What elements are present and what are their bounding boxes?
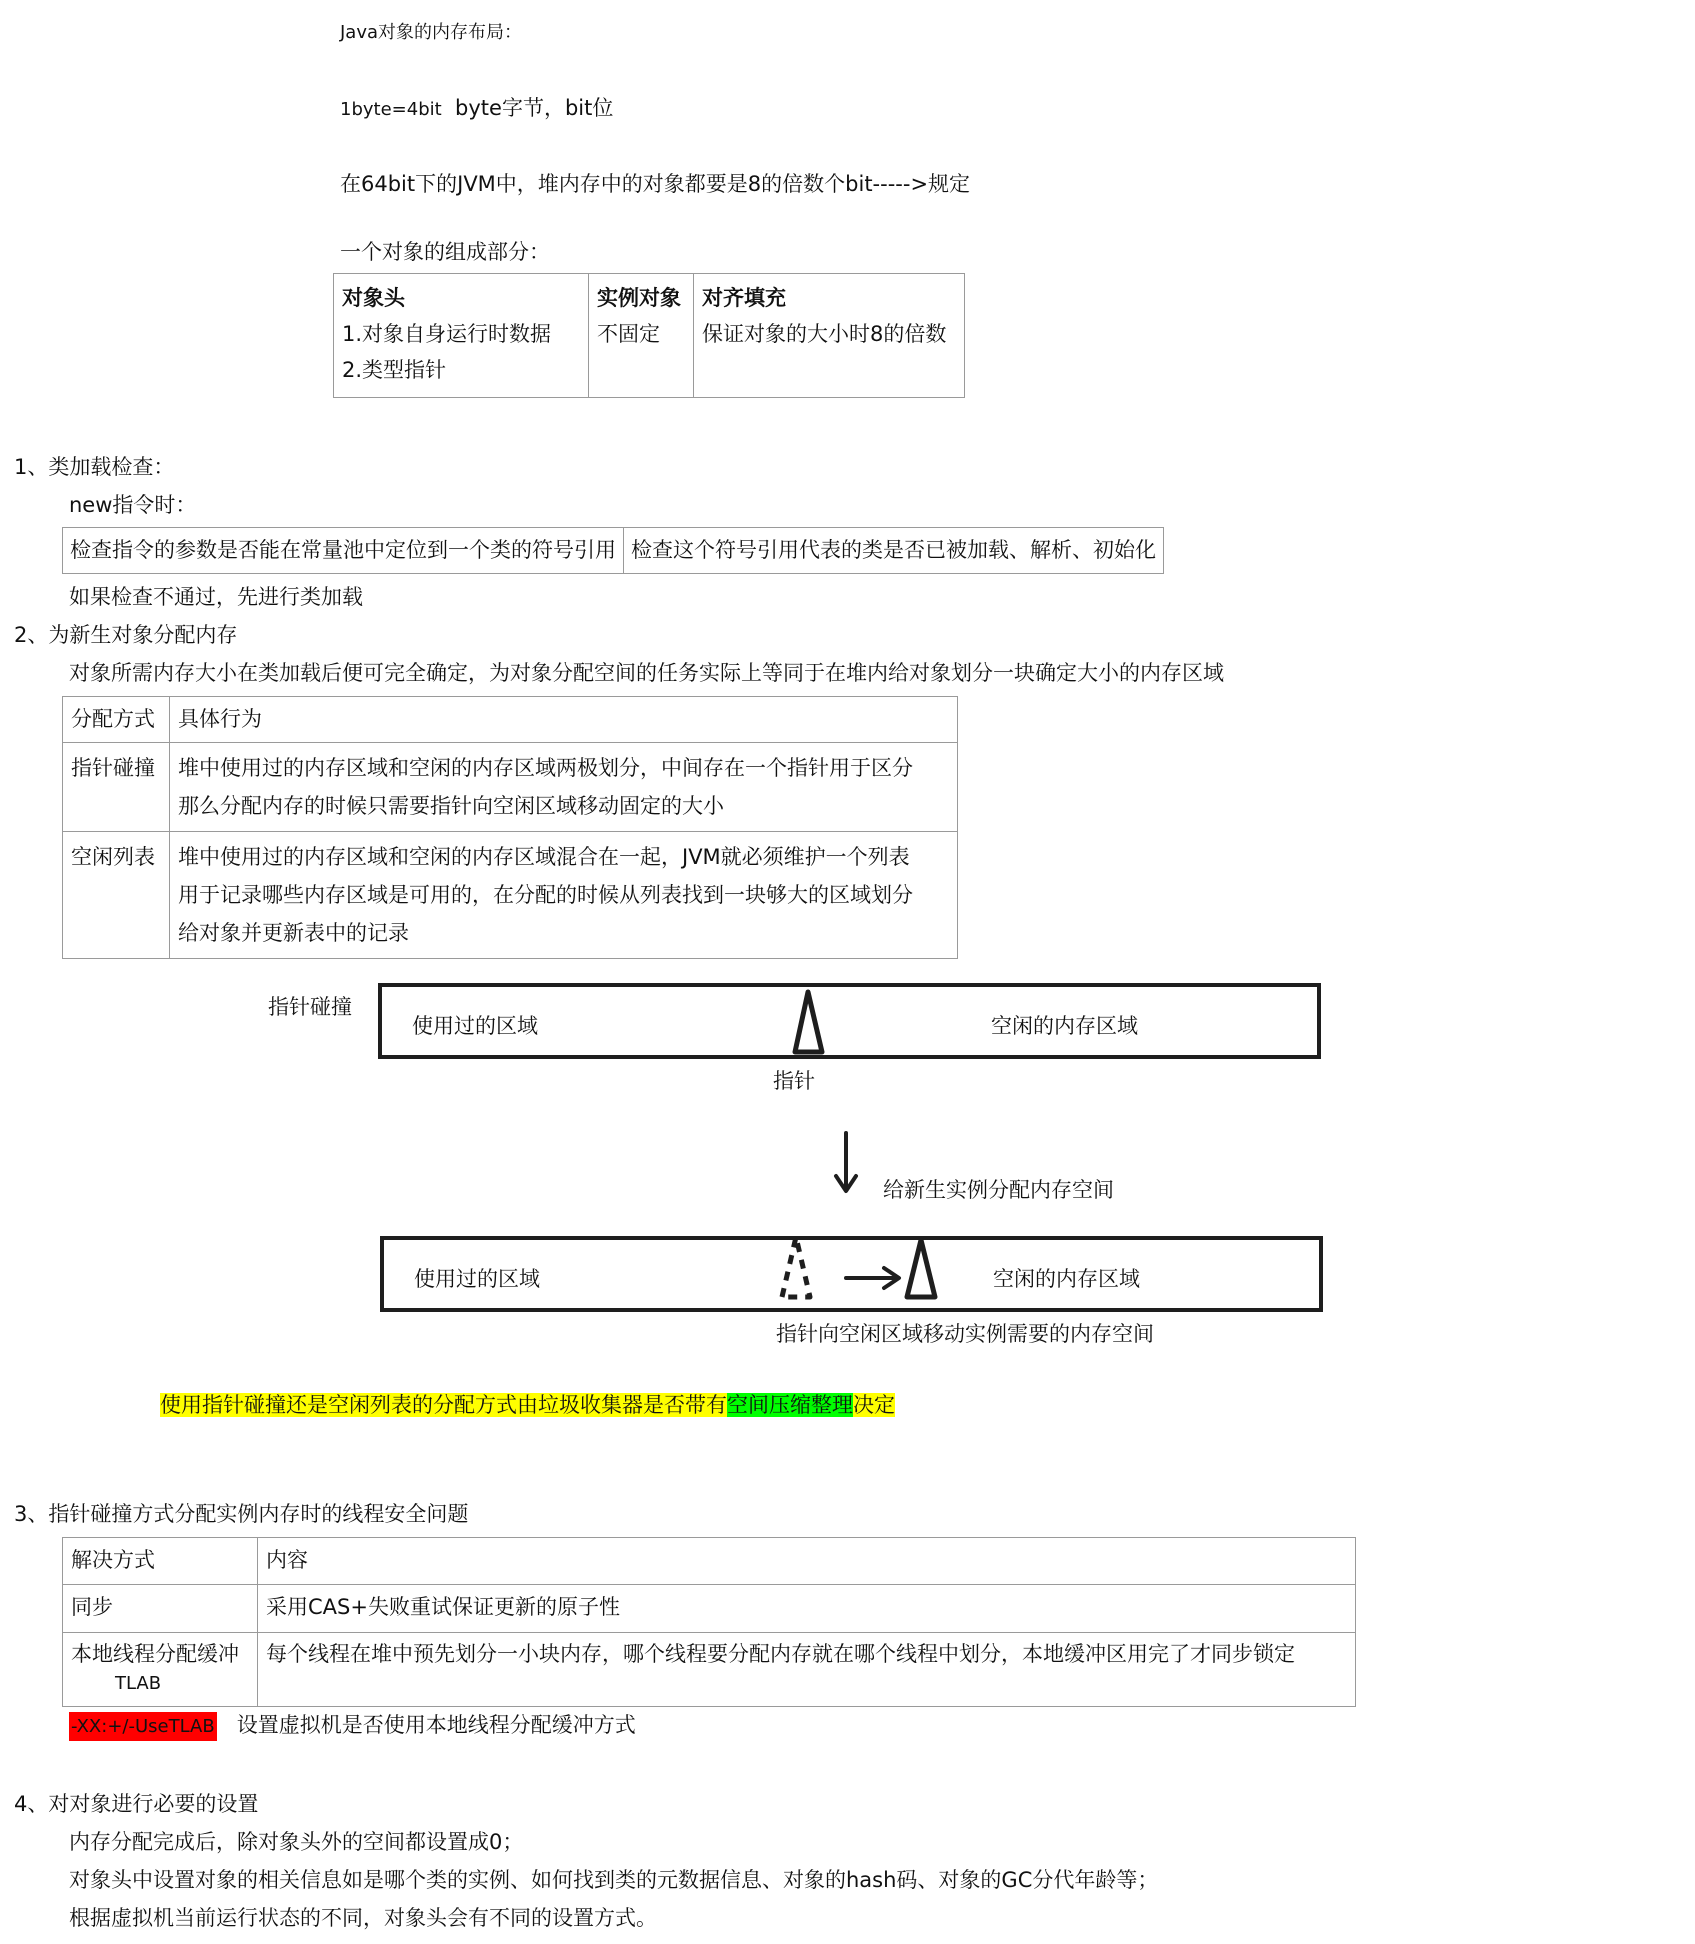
alloc-row-freelist-desc: 堆中使用过的内存区域和空闲的内存区域混合在一起，JVM就必须维护一个列表 用于记录哪些内存区域是可用的，在分配的时候从列表找到一块够大的区域划分 给对象并更新表中的记录 xyxy=(170,832,958,959)
alloc-row-bump-desc: 堆中使用过的内存区域和空闲的内存区域两极划分，中间存在一个指针用于区分 那么分配内存的时候只需要指针向空闲区域移动固定的大小 xyxy=(170,743,958,832)
section4-line2: 对象头中设置对象的相关信息如是哪个类的实例、如何找到类的元数据信息、对象的hash码、对象的GC分代年龄等； xyxy=(69,1868,1159,1892)
section2-desc: 对象所需内存大小在类加载后便可完全确定，为对象分配空间的任务实际上等同于在堆内给对象划分一块确定大小的内存区域 xyxy=(69,661,1224,685)
tlab-flag: -XX:+/-UseTLAB xyxy=(69,1712,217,1741)
section1-note: 如果检查不通过，先进行类加载 xyxy=(69,585,363,609)
used-region-label: 使用过的区域 xyxy=(412,1014,538,1038)
section1-heading: 1、类加载检查： xyxy=(14,455,175,479)
ts-row-sync-value: 采用CAS+失败重试保证更新的原子性 xyxy=(258,1585,1356,1633)
old-pointer-dashed-icon xyxy=(782,1237,810,1297)
tlab-flag-line xyxy=(69,1713,636,1738)
ts-header-method: 解决方式 xyxy=(63,1538,258,1585)
section4-line3: 根据虚拟机当前运行状态的不同，对象头会有不同的设置方式。 xyxy=(69,1906,657,1930)
highlight-part-b: 空间压缩整理 xyxy=(727,1393,853,1417)
pointer-label: 指针 xyxy=(773,1069,815,1093)
free-region-label: 空闲的内存区域 xyxy=(991,1014,1138,1038)
free-region-label-2: 空闲的内存区域 xyxy=(993,1267,1140,1291)
alloc-header-behavior: 具体行为 xyxy=(170,697,958,743)
section1-sub: new指令时： xyxy=(69,493,197,517)
alloc-row-freelist-name: 空闲列表 xyxy=(63,832,170,959)
alloc-row-bump-name: 指针碰撞 xyxy=(63,743,170,832)
highlight-part-a: 使用指针碰撞还是空闲列表的分配方式由垃圾收集器是否带有 xyxy=(160,1393,727,1417)
step-label: 给新生实例分配内存空间 xyxy=(883,1178,1114,1202)
col-instance: 实例对象 不固定 xyxy=(589,274,694,398)
section4-heading: 4、对对象进行必要的设置 xyxy=(14,1792,259,1816)
diagram-label: 指针碰撞 xyxy=(268,995,352,1019)
section3-heading: 3、指针碰撞方式分配实例内存时的线程安全问题 xyxy=(14,1502,469,1526)
col-object-header: 对象头 1.对象自身运行时数据 2.类型指针 xyxy=(334,274,589,398)
col-padding: 对齐填充 保证对象的大小时8的倍数 xyxy=(694,274,965,398)
ts-header-content: 内容 xyxy=(258,1538,1356,1585)
ts-row-sync-name: 同步 xyxy=(63,1585,258,1633)
check-cell-2: 检查这个符号引用代表的类是否已被加载、解析、初始化 xyxy=(624,528,1164,574)
alloc-header-method: 分配方式 xyxy=(63,697,170,743)
check-cell-1: 检查指令的参数是否能在常量池中定位到一个类的符号引用 xyxy=(63,528,624,574)
pointer-marker-icon xyxy=(795,992,822,1052)
tlab-flag-desc: 设置虚拟机是否使用本地线程分配缓冲方式 xyxy=(236,1713,636,1737)
ts-row-tlab-value: 每个线程在堆中预先划分一小块内存，哪个线程要分配内存就在哪个线程中划分，本地缓冲区用完了才同步锁定 xyxy=(258,1633,1356,1707)
thread-safety-table xyxy=(62,1537,1356,1707)
allocation-highlight-note xyxy=(160,1393,895,1418)
move-caption: 指针向空闲区域移动实例需要的内存空间 xyxy=(776,1322,1154,1346)
ts-row-tlab-name: 本地线程分配缓冲 TLAB xyxy=(63,1633,258,1707)
highlight-part-c: 决定 xyxy=(853,1393,895,1417)
byte-def: 1byte=4bit xyxy=(340,99,442,120)
byte-note: byte字节，bit位 xyxy=(455,96,614,120)
used-region-label-2: 使用过的区域 xyxy=(414,1267,540,1291)
layout-title: Java对象的内存布局： xyxy=(340,22,523,43)
composition-title: 一个对象的组成部分： xyxy=(340,240,550,264)
section2-heading: 2、为新生对象分配内存 xyxy=(14,623,238,647)
jvm-rule: 在64bit下的JVM中，堆内存中的对象都要是8的倍数个bit----->规定 xyxy=(340,172,971,196)
section4-line1: 内存分配完成后，除对象头外的空间都设置成0； xyxy=(69,1830,524,1854)
new-pointer-marker-icon xyxy=(907,1240,935,1297)
